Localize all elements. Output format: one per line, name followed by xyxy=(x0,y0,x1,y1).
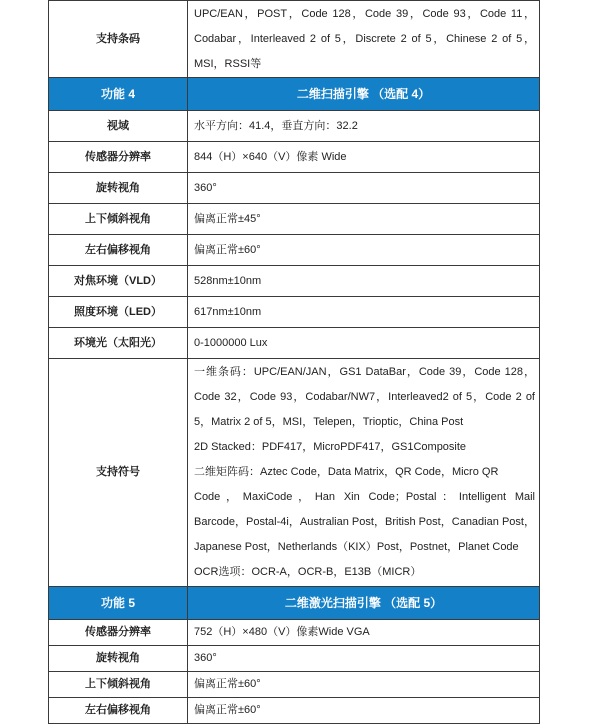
symbols-line: 二维矩阵码：Aztec Code，Data Matrix，QR Code，Micro QR xyxy=(194,466,499,478)
section-header-4-left: 功能 4 xyxy=(49,78,188,111)
spec-row xyxy=(49,173,540,204)
symbols-line: 2D Stacked：PDF417，MicroPDF417，GS1Composite xyxy=(194,441,467,453)
section-header-4 xyxy=(49,78,540,111)
section-header-5-right: 二维激光扫描引擎 （选配 5） xyxy=(188,587,540,620)
spec-label: 对焦环境（VLD） xyxy=(49,266,188,297)
symbols-line: Barcode，Postal-4i，Australian Post，British Post，Canadian Post， xyxy=(194,516,535,528)
spec-label: 照度环境（LED） xyxy=(49,297,188,328)
section-header-5-left: 功能 5 xyxy=(49,587,188,620)
spec-value: 偏离正常±60° xyxy=(188,698,540,724)
codes-label: 支持条码 xyxy=(49,1,188,78)
spec-row xyxy=(49,698,540,724)
spec-value: 偏离正常±45° xyxy=(188,204,540,235)
spec-row xyxy=(49,266,540,297)
spec-label: 传感器分辨率 xyxy=(49,142,188,173)
symbols-line: Code 32，Code 93，Codabar/NW7，Interleaved2 of 5，Code 2 of xyxy=(194,391,535,403)
codes-line: UPC/EAN，POST，Code 128，Code 39，Code 93，Code 11， xyxy=(194,7,535,20)
spec-value: 844（H）×640（V）像素 Wide xyxy=(188,142,540,173)
codes-line: MSI，RSSI等 xyxy=(194,57,262,70)
spec-row xyxy=(49,204,540,235)
spec-value: 360° xyxy=(188,173,540,204)
symbols-value xyxy=(188,359,540,587)
spec-value: 偏离正常±60° xyxy=(188,235,540,266)
spec-row xyxy=(49,672,540,698)
symbols-row xyxy=(49,359,540,587)
symbols-line: 一维条码：UPC/EAN/JAN，GS1 DataBar，Code 39，Code 128， xyxy=(194,366,535,378)
spec-label: 上下倾斜视角 xyxy=(49,672,188,698)
spec-value: 偏离正常±60° xyxy=(188,672,540,698)
symbols-label: 支持符号 xyxy=(49,359,188,587)
spec-value: 360° xyxy=(188,646,540,672)
codes-value xyxy=(188,1,540,78)
spec-value: 528nm±10nm xyxy=(188,266,540,297)
section-header-4-right: 二维扫描引擎 （选配 4） xyxy=(188,78,540,111)
spec-row xyxy=(49,328,540,359)
spec-label: 环境光（太阳光） xyxy=(49,328,188,359)
spec-label: 上下倾斜视角 xyxy=(49,204,188,235)
spec-row xyxy=(49,620,540,646)
section-header-5 xyxy=(49,587,540,620)
symbols-line: Code，MaxiCode，Han Xin Code；Postal：Intelligent Mail xyxy=(194,491,535,503)
spec-row xyxy=(49,235,540,266)
spec-label: 左右偏移视角 xyxy=(49,235,188,266)
spec-value: 752（H）×480（V）像素Wide VGA xyxy=(188,620,540,646)
spec-row xyxy=(49,646,540,672)
spec-row xyxy=(49,142,540,173)
spec-label: 左右偏移视角 xyxy=(49,698,188,724)
spec-value: 水平方向：41.4，垂直方向：32.2 xyxy=(188,111,540,142)
codes-row xyxy=(49,1,540,78)
codes-line: Codabar，Interleaved 2 of 5，Discrete 2 of 5，Chinese 2 of 5， xyxy=(194,32,535,45)
spec-label: 旋转视角 xyxy=(49,646,188,672)
spec-label: 传感器分辨率 xyxy=(49,620,188,646)
spec-table xyxy=(48,0,540,724)
spec-value: 0-1000000 Lux xyxy=(188,328,540,359)
symbols-line: Japanese Post，Netherlands（KIX）Post，Postnet，Planet Code xyxy=(194,541,519,553)
spec-label: 视域 xyxy=(49,111,188,142)
spec-row xyxy=(49,297,540,328)
spec-label: 旋转视角 xyxy=(49,173,188,204)
spec-row xyxy=(49,111,540,142)
spec-value: 617nm±10nm xyxy=(188,297,540,328)
symbols-line: OCR选项：OCR-A，OCR-B，E13B（MICR） xyxy=(194,566,422,578)
symbols-line: 5，Matrix 2 of 5，MSI，Telepen，Trioptic，China Post xyxy=(194,416,464,428)
